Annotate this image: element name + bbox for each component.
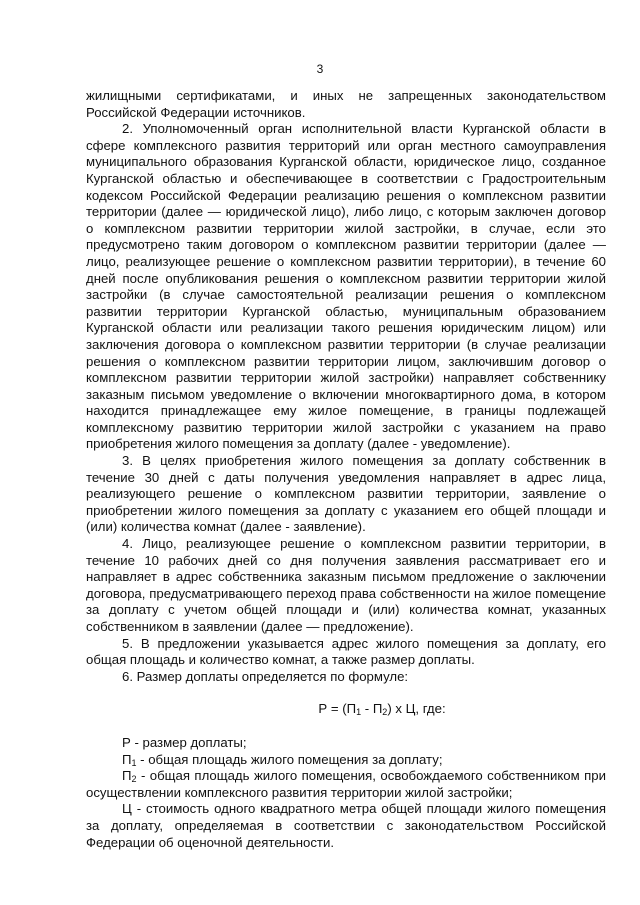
legend-p1: $П_1$ - общая площадь жилого помещения за доплату; [122,751,443,768]
paragraph-3: 3. В целях приобретения жилого помещения за доплату собственник в течение 30 дней с даты получения уведомления направляет в адрес лица, реализующего решение о комплексном развитии территории, заявление о приобретении жилого помещения за доплату с указанием его общей площади и (или) количества комнат (далее - заявление). [86,453,606,535]
legend-c: Ц - стоимость одного квадратного метра общей площади жилого помещения за доплату, определяемая в соответствии с законодательством Российской Федерации об оценочной деятельности. [86,801,606,850]
legend-p2: $П_2$ - общая площадь жилого помещения, освобождаемого собственником при осуществлении комплексного развития территории жилой застройки; [86,768,606,800]
surcharge-formula: $Р = (П_1 - П_2)$ х Ц, где: [318,701,446,718]
paragraph-5: 5. В предложении указывается адрес жилого помещения за доплату, его общая площадь и количество комнат, а также размер доплаты. [86,635,606,668]
paragraph-4: 4. Лицо, реализующее решение о комплексном развитии территории, в течение 10 рабочих дней со дня получения заявления рассматривает его и направляет в адрес собственника заказным письмом предложение о заключении договора, предусматривающего переход права собственности на жилое помещение за доплату с учетом общей площади и (или) количества комнат, указанных собственником в заявлении (далее — предложение). [86,536,606,634]
document-body [86,88,606,851]
legend-r: Р - размер доплаты; [122,734,247,750]
paragraph-2: 2. Уполномоченный орган исполнительной власти Курганской области в сфере комплексного развития территорий или орган местного самоуправления муниципального образования Курганской области, юридическое лицо, созданное Курганской областью и обеспечивающее в соответствии с Градостроительным кодексом Российской Федерации реализацию решения о комплексном развитии территории (далее — юридической лицо), либо лицо, с которым заключен договор о комплексном развитии территории жилой застройки, в случае, если это предусмотрено таким договором о комплексном развитии территории (далее — лицо, реализующее решение о комплексном развитии территории), в течение 60 дней после опубликования решения о комплексном развитии территории жилой застройки (в случае самостоятельной реализации решения о комплексном развитии территории Курганской областью, муниципальным образованием Курганской области или реализации такого решения юридическим лицом) или заключения договора о комплексном развитии территории (в случае реализации решения о комплексном развитии территории лицом, заключившим договор о комплексном развитии территории жилой застройки) направляет собственнику заказным письмом уведомление о включении многоквартирного дома, в котором находится принадлежащее ему жилое помещение, в границы подлежащей комплексному развитию территории жилой застройки с указанием на право приобретения жилого помещения за доплату (далее - уведомление). [86,121,606,452]
page-number: 3 [316,62,324,76]
paragraph-continuation: жилищными сертификатами, и иных не запрещенных законодательством Российской Федерации источников. [86,88,606,120]
paragraph-6: 6. Размер доплаты определяется по формуле: [122,668,409,684]
